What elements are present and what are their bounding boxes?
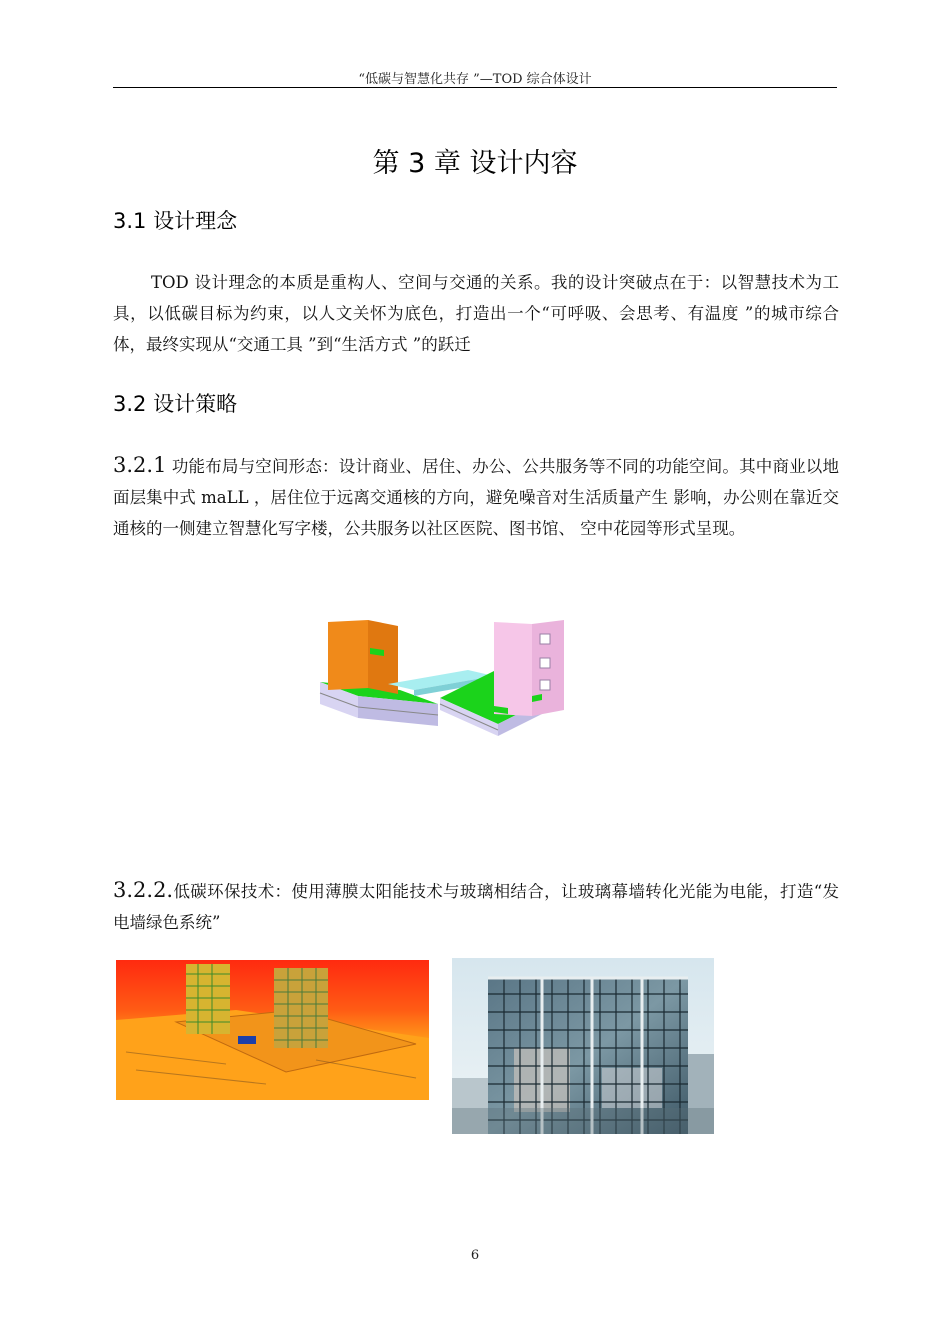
glass-facade-figure <box>452 958 714 1134</box>
section-3-2-heading: 3.2 设计策略 <box>113 392 238 416</box>
massing-model-image <box>318 618 568 740</box>
section-3-2-1-paragraph <box>113 450 839 544</box>
section-3-1-body: TOD 设计理念的本质是重构人、空间与交通的关系。我的设计突破点在于：以智慧技术为工具，以低碳目标为约束，以人文关怀为底色，打造出一个“可呼吸、会思考、有温度 ”的城市综合体，最终实现从“交通工具 ”到“生活方式 ”的跃迁 <box>113 273 839 354</box>
section-3-2-1-number: 3.2.1 <box>113 453 167 477</box>
page-number: 6 <box>470 1248 480 1263</box>
solar-heatmap-figure <box>116 960 429 1100</box>
section-3-2-2-text: 低碳环保技术：使用薄膜太阳能技术与玻璃相结合，让玻璃幕墙转化光能为电能，打造“发电墙绿色系统” <box>113 882 839 932</box>
section-3-1-heading: 3.1 设计理念 <box>113 209 238 233</box>
chapter-title: 第 3 章 设计内容 <box>372 148 578 179</box>
section-3-2-2-number: 3.2.2. <box>113 878 174 902</box>
solar-heatmap-image <box>116 960 429 1100</box>
glass-facade-image <box>452 958 714 1134</box>
section-3-2-1-text: 功能布局与空间形态：设计商业、居住、办公、公共服务等不同的功能空间。其中商业以地面层集中式 maLL ，居住位于远离交通核的方向，避免噪音对生活质量产生 影响，办公则在靠近交通核的一侧建立智慧化写字楼，公共服务以社区医院、图书馆、 空中花园等形式呈现。 <box>113 457 839 538</box>
section-3-2-2-paragraph <box>113 875 839 938</box>
running-header: “低碳与智慧化共存 ”—TOD 综合体设计 <box>358 72 592 87</box>
header-rule <box>113 87 837 88</box>
massing-model-figure <box>318 618 568 740</box>
